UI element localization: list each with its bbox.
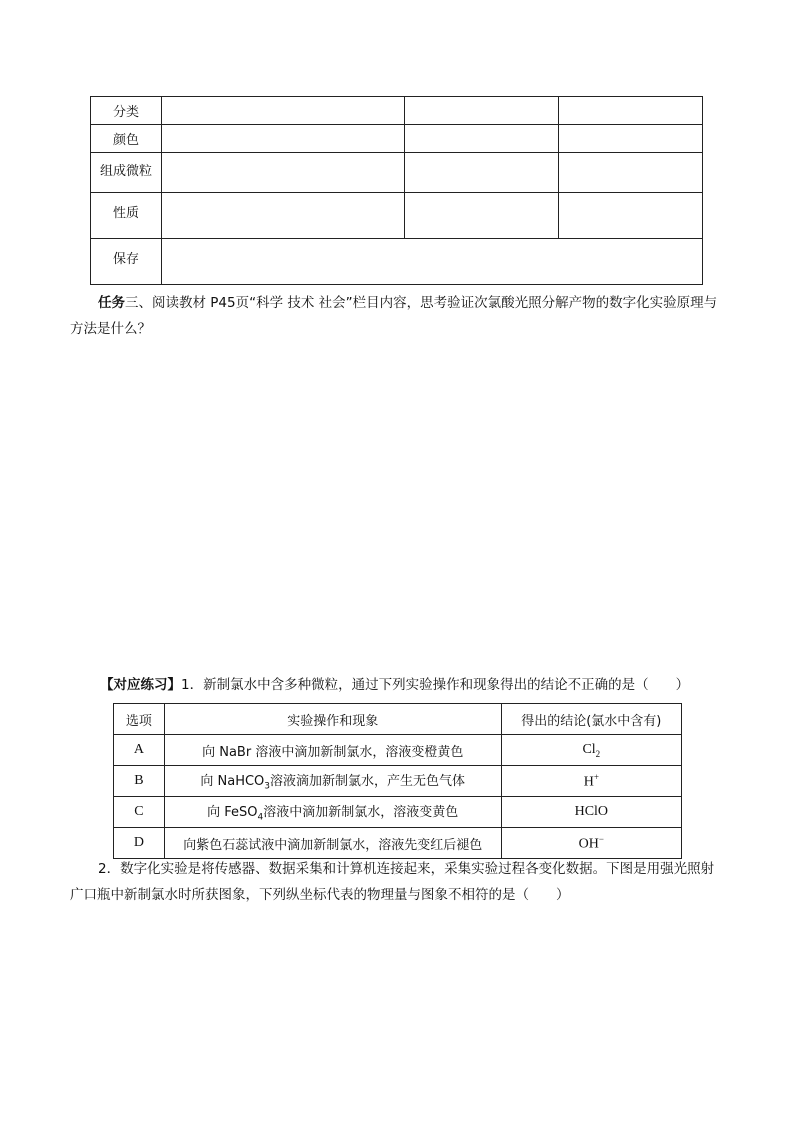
row-label-text: 组成微粒	[99, 164, 152, 179]
table-row	[114, 828, 682, 859]
operation-text: 溶液中滴加新制氯水，溶液变黄色	[263, 805, 459, 821]
operation-text: 溶液滴加新制氯水，产生无色气体	[270, 774, 466, 790]
table-row	[91, 97, 703, 125]
table-cell	[559, 153, 703, 193]
practice-q2-text: 2．数字化实验是将传感器、数据采集和计算机连接起来，采集实验过程各变化数据。下图是用强光照射广口瓶中新制氯水时所获图象，下列纵坐标代表的物理量与图象不相符的是（ ）	[70, 861, 715, 903]
row-label	[91, 193, 162, 239]
option-cell: B	[114, 766, 165, 797]
formula: Cl	[582, 741, 596, 757]
table-cell	[405, 125, 559, 153]
header-cell: 得出的结论(氯水中含有)	[501, 704, 681, 735]
formula-sub: 2	[595, 748, 601, 759]
operation-text: 向 NaHCO	[200, 774, 265, 790]
table-cell	[405, 97, 559, 125]
operation-cell	[164, 797, 501, 828]
operation-cell	[164, 766, 501, 797]
formula-sup: +	[593, 771, 599, 782]
operation-cell: 向紫色石蕊试液中滴加新制氯水，溶液先变红后褪色	[164, 828, 501, 859]
operation-cell: 向 NaBr 溶液中滴加新制氯水，溶液变橙黄色	[164, 735, 501, 766]
properties-table	[90, 96, 703, 285]
table-cell	[161, 153, 405, 193]
operation-text: 向 FeSO	[207, 805, 258, 821]
row-label-text: 保存	[112, 252, 139, 267]
practice-q1	[100, 672, 730, 698]
row-label	[91, 239, 162, 285]
table-row	[91, 239, 703, 285]
table-header-row	[114, 704, 682, 735]
formula-sup: −	[598, 833, 604, 844]
row-label-text: 性质	[112, 206, 139, 221]
table-cell	[161, 193, 405, 239]
formula-sub: 4	[257, 812, 264, 823]
table-row	[91, 153, 703, 193]
table-row	[114, 735, 682, 766]
option-cell: A	[114, 735, 165, 766]
table-cell	[559, 193, 703, 239]
row-label: 分类	[91, 97, 162, 125]
practice-heading: 【对应练习】	[100, 677, 181, 693]
task3-prefix: 任务	[98, 295, 125, 311]
option-cell: C	[114, 797, 165, 828]
table-cell	[559, 125, 703, 153]
conclusion-cell	[501, 735, 681, 766]
conclusion-cell	[501, 828, 681, 859]
row-label	[91, 153, 162, 193]
table-row	[114, 797, 682, 828]
practice-q1-text: 1．新制氯水中含多种微粒，通过下列实验操作和现象得出的结论不正确的是（ ）	[181, 677, 690, 693]
table-row	[91, 125, 703, 153]
task3-paragraph	[70, 290, 726, 342]
option-cell: D	[114, 828, 165, 859]
table-cell	[559, 97, 703, 125]
options-table	[113, 703, 682, 859]
table-row	[114, 766, 682, 797]
header-cell: 选项	[114, 704, 165, 735]
task3-body: 三、阅读教材 P45页“科学 技术 社会”栏目内容，思考验证次氯酸光照分解产物的数字化实验原理与方法是什么？	[70, 295, 718, 337]
conclusion-cell	[501, 766, 681, 797]
table-cell	[405, 193, 559, 239]
table-cell	[161, 239, 702, 285]
formula-sub: 3	[264, 781, 271, 792]
row-label: 颜色	[91, 125, 162, 153]
formula: OH	[578, 836, 599, 852]
table-row	[91, 193, 703, 239]
practice-q2	[70, 856, 726, 908]
table-cell	[161, 125, 405, 153]
conclusion-cell: HClO	[501, 797, 681, 828]
table-cell	[405, 153, 559, 193]
table-cell	[161, 97, 405, 125]
header-cell: 实验操作和现象	[164, 704, 501, 735]
formula: H	[583, 774, 594, 790]
